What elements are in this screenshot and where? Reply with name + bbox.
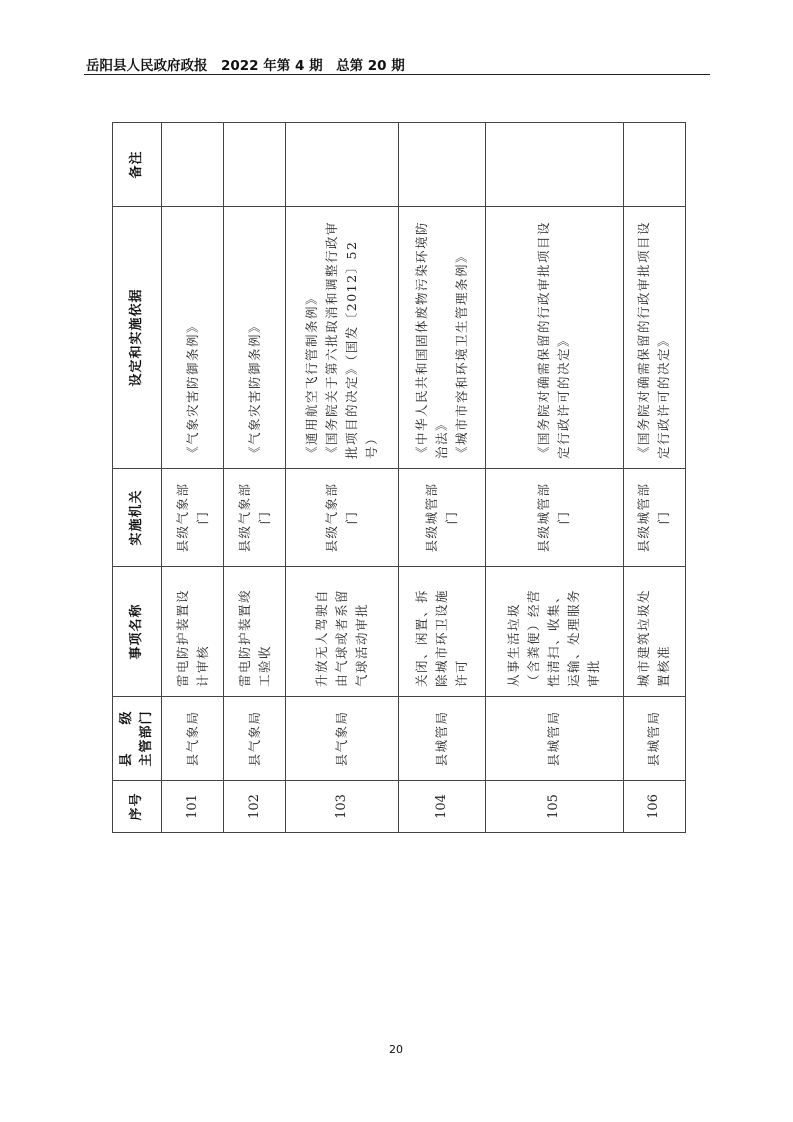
table-header-row [113,123,162,833]
cell-seq: 104 [398,781,485,833]
cell-seq: 103 [286,781,399,833]
col-header-dept [113,697,162,781]
bulletin-header: 岳阳县人民政府政报 2022 年第 4 期 总第 20 期 [86,58,405,74]
cell-remarks [286,123,399,207]
cell-dept: 县气象局 [224,697,286,781]
cell-dept: 县气象局 [286,697,399,781]
table-container [112,123,686,833]
col-header-dept-line1: 县 级 [119,710,134,767]
cell-seq: 102 [224,781,286,833]
cell-basis [286,207,399,469]
cell-agency: 县级气象部门 [162,469,224,567]
cell-basis [623,207,685,469]
cell-remarks [162,123,224,207]
basis-line: 《国务院对确需保留的行政审批项目设定行政许可的决定》 [536,220,572,459]
cell-basis [398,207,485,469]
cell-remarks [486,123,624,207]
rotated-table-frame [112,123,686,833]
cell-agency: 县级城管部门 [486,469,624,567]
table-row [398,123,485,833]
cell-seq: 106 [623,781,685,833]
cell-remarks [398,123,485,207]
basis-line: 《国务院关于第六批取消和调整行政审批项目的决定》（国发〔2012〕52 号） [323,220,379,459]
col-header-dept-line2: 主管部门 [139,710,154,767]
table-row [286,123,399,833]
table-row [623,123,685,833]
cell-seq: 105 [486,781,624,833]
cell-basis [224,207,286,469]
cell-agency: 县级气象部门 [286,469,399,567]
basis-line: 《通用航空飞行管制条例》 [303,290,319,459]
cell-agency: 县级气象部门 [224,469,286,567]
table-row [486,123,624,833]
page-number: 20 [389,1043,403,1056]
basis-line: 《中华人民共和国固体废物污染环境防治法》 [413,220,449,459]
cell-basis [486,207,624,469]
cell-dept: 县城管局 [623,697,685,781]
cell-remarks [224,123,286,207]
administrative-items-table [112,122,686,833]
cell-item-name: 关闭、闲置、拆除城市环卫设施许可 [398,567,485,697]
col-header-basis: 设定和实施依据 [113,207,162,469]
cell-item-name: 城市建筑垃圾处置核准 [623,567,685,697]
basis-line: 《国务院对确需保留的行政审批项目设定行政许可的决定》 [636,220,672,459]
col-header-name: 事项名称 [113,567,162,697]
col-header-seq: 序号 [113,781,162,833]
cell-item-name: 从事生活垃圾（含粪便）经营性清扫、收集、运输、处理服务审批 [486,567,624,697]
basis-line: 《城市市容和环境卫生管理条例》 [453,248,469,459]
table-row [224,123,286,833]
cell-dept: 县城管局 [486,697,624,781]
header-divider [84,74,710,75]
cell-dept: 县气象局 [162,697,224,781]
basis-line: 《气象灾害防御条例》 [184,318,200,459]
cell-remarks [623,123,685,207]
cell-seq: 101 [162,781,224,833]
table-row [162,123,224,833]
cell-item-name: 雷电防护装置设计审核 [162,567,224,697]
col-header-agency: 实施机关 [113,469,162,567]
cell-agency: 县级城管部门 [623,469,685,567]
cell-item-name: 升放无人驾驶自由气球或者系留气球活动审批 [286,567,399,697]
cell-dept: 县城管局 [398,697,485,781]
cell-basis [162,207,224,469]
basis-line: 《气象灾害防御条例》 [246,318,262,459]
cell-agency: 县级城管部门 [398,469,485,567]
col-header-remarks: 备注 [113,123,162,207]
cell-item-name: 雷电防护装置竣工验收 [224,567,286,697]
